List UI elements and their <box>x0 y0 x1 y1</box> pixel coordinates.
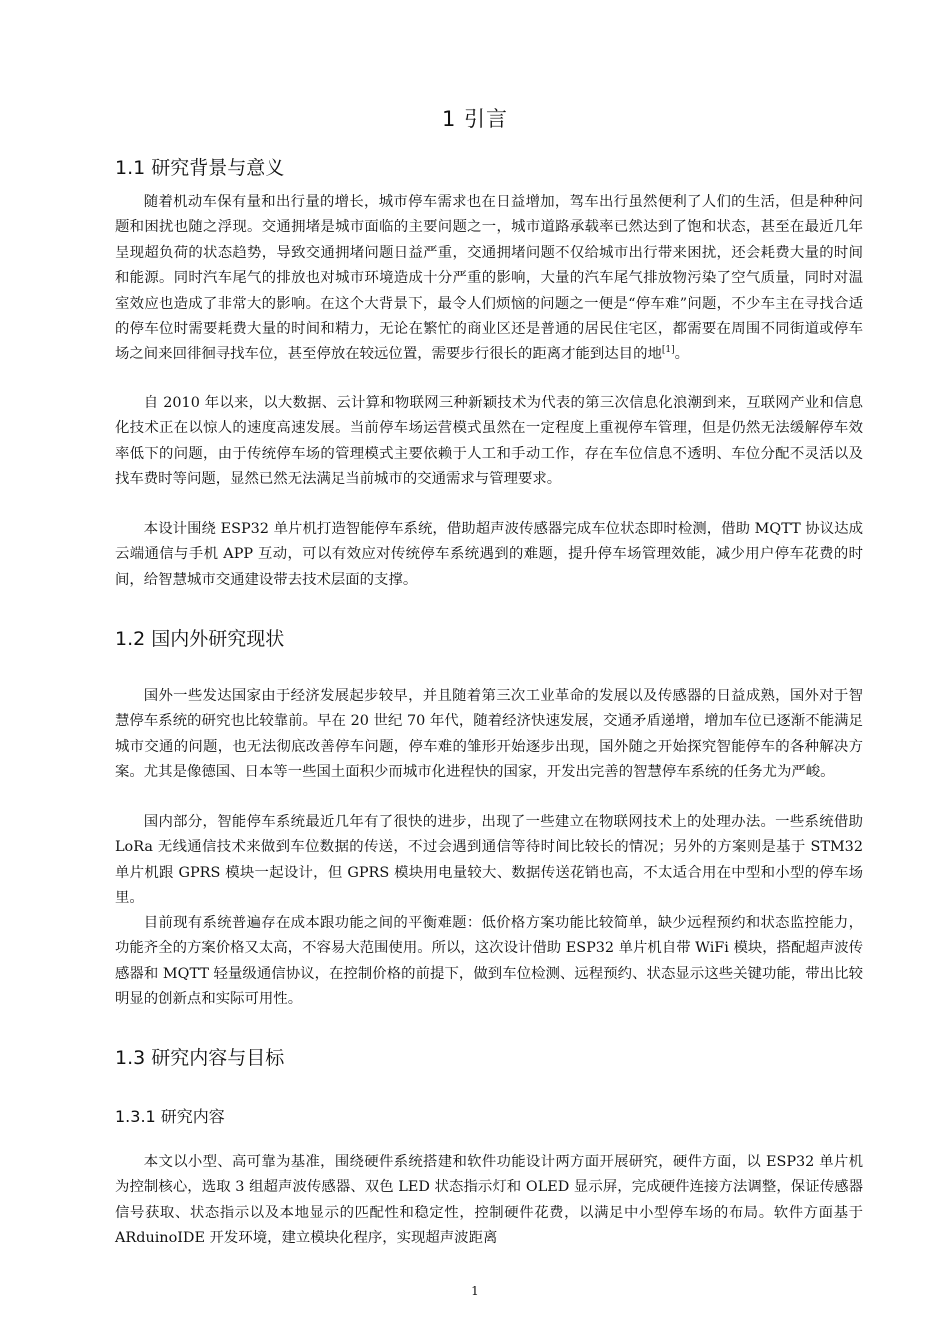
paragraph-background-3: 本设计围绕 ESP32 单片机打造智能停车系统，借助超声波传感器完成车位状态即时检测，借助 MQTT 协议达成云端通信与手机 APP 互动，可以有效应对传统停车系统遇到的难题，提升停车场管理效能，减少用户停车花费的时间，给智慧城市交通建设带去技术层面的支撑。 <box>115 521 863 588</box>
chapter-title: 1 引言 <box>441 107 509 131</box>
paragraph-background-1 <box>115 190 863 368</box>
page-number: 1 <box>471 1284 479 1298</box>
section-heading-1-1: 1.1 研究背景与意义 <box>115 157 285 179</box>
section-heading-1-3: 1.3 研究内容与目标 <box>115 1047 285 1069</box>
paragraph-text: 随着机动车保有量和出行量的增长，城市停车需求也在日益增加，驾车出行虽然便利了人们的生活，但是种种问题和困扰也随之浮现。交通拥堵是城市面临的主要问题之一，城市道路承载率已然达到了饱和状态，甚至在最近几年呈现超负荷的状态趋势，导致交通拥堵问题日益严重，交通拥堵问题不仅给城市出行带来困扰，还会耗费大量的时间和能源。同时汽车尾气的排放也对城市环境造成十分严重的影响，大量的汽车尾气排放物污染了空气质量，同时对温室效应也造成了非常大的影响。在这个大背景下，最令人们烦恼的问题之一便是“停车难”问题，不少车主在寻找合适的停车位时需要耗费大量的时间和精力，无论在繁忙的商业区还是普通的居民住宅区，都需要在周围不同街道或停车场之间来回徘徊寻找车位，甚至停放在较远位置，需要步行很长的距离才能到达目的地 <box>115 194 863 363</box>
section-heading-1-2: 1.2 国内外研究现状 <box>115 628 285 650</box>
paragraph-background-2: 自 2010 年以来，以大数据、云计算和物联网三种新颖技术为代表的第三次信息化浪潮到来，互联网产业和信息化技术正在以惊人的速度高速发展。当前停车场运营模式虽然在一定程度上重视停车管理，但是仍然无法缓解停车效率低下的问题，由于传统停车场的管理模式主要依赖于人工和手动工作，存在车位信息不透明、车位分配不灵活以及找车费时等问题，显然已然无法满足当前城市的交通需求与管理要求。 <box>115 395 863 488</box>
paragraph-end-punct: 。 <box>674 346 690 363</box>
citation-reference: [1] <box>661 345 675 356</box>
subsection-heading-1-3-1: 1.3.1 研究内容 <box>115 1107 225 1126</box>
paragraph-content-1: 本文以小型、高可靠为基准，围绕硬件系统搭建和软件功能设计两方面开展研究，硬件方面，以 ESP32 单片机为控制核心，选取 3 组超声波传感器、双色 LED 状态指示灯和 OLED 显示屏，完成硬件连接方法调整，保证传感器信号获取、状态指示以及本地显示的匹配性和稳定性，控制硬件花费，以满足中小型停车场的布局。软件方面基于 ARduinoIDE 开发环境，建立模块化程序，实现超声波距离 <box>115 1154 863 1247</box>
paragraph-status-2: 国内部分，智能停车系统最近几年有了很快的进步，出现了一些建立在物联网技术上的处理办法。一些系统借助 LoRa 无线通信技术来做到车位数据的传送，不过会遇到通信等待时间比较长的情况；另外的方案则是基于 STM32 单片机跟 GPRS 模块一起设计，但 GPRS 模块用电量较大、数据传送花销也高，不太适合用在中型和小型的停车场里。 <box>115 814 863 907</box>
paragraph-status-3: 目前现有系统普遍存在成本跟功能之间的平衡难题：低价格方案功能比较简单，缺少远程预约和状态监控能力，功能齐全的方案价格又太高，不容易大范围使用。所以，这次设计借助 ESP32 单片机自带 WiFi 模块，搭配超声波传感器和 MQTT 轻量级通信协议，在控制价格的前提下，做到车位检测、远程预约、状态显示这些关键功能，带出比较明显的创新点和实际可用性。 <box>115 915 863 1008</box>
paragraph-status-1: 国外一些发达国家由于经济发展起步较早，并且随着第三次工业革命的发展以及传感器的日益成熟，国外对于智慧停车系统的研究也比较靠前。早在 20 世纪 70 年代，随着经济快速发展，交通矛盾递增，增加车位已逐渐不能满足城市交通的问题，也无法彻底改善停车问题，停车难的雏形开始逐步出现，国外随之开始探究智能停车的各种解决方案。尤其是像德国、日本等一些国土面积少而城市化进程快的国家，开发出完善的智慧停车系统的任务尤为严峻。 <box>115 688 863 781</box>
